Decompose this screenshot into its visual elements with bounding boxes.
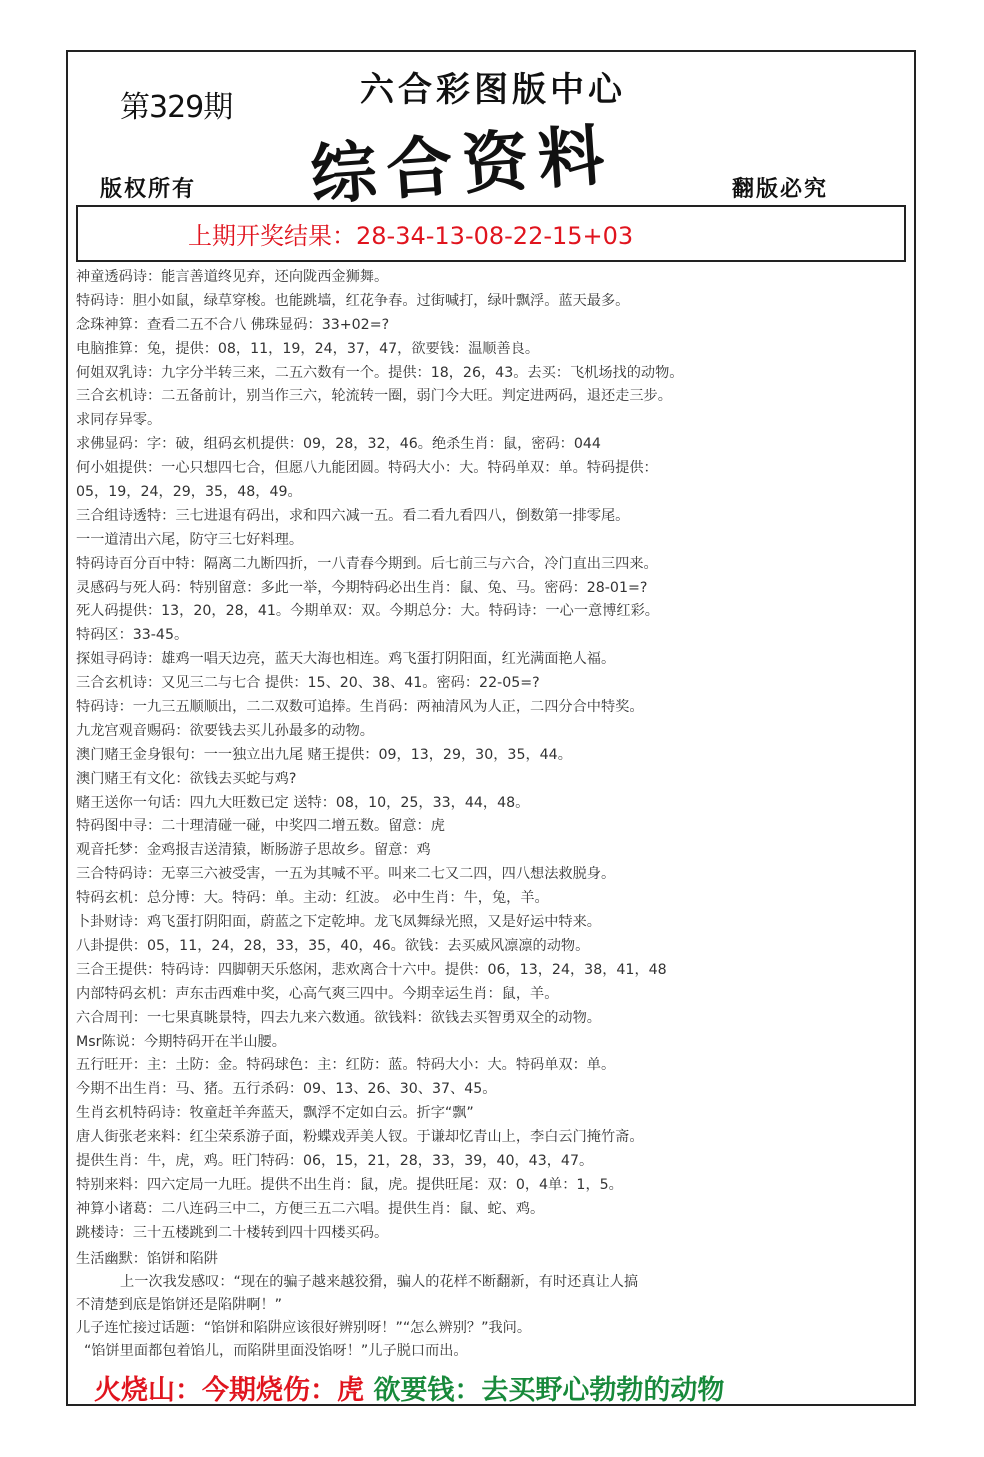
content-line: 电脑推算：兔，提供：08，11，19，24，37，47，欲要钱：温顺善良。: [76, 340, 540, 357]
content-line: 唐人街张老来料：红尘荣系游子面，粉蝶戏弄美人钗。于谦却忆青山上，李白云门掩竹斋。: [76, 1129, 644, 1146]
content-line: 赌王送你一句话：四九大旺数已定 送特：08，10，25，33，44，48。: [76, 794, 530, 811]
bottom-green-text: 欲要钱：去买野心勃勃的动物: [373, 1375, 725, 1406]
bottom-banner: [94, 1368, 724, 1407]
issue-number: 第329期: [120, 90, 233, 125]
content-line: 念珠神算：查看二五不合八 佛珠显码：33+02=?: [76, 316, 390, 333]
content-line: 神童透码诗：能言善道终见弃，还向陇西金狮舞。: [76, 269, 389, 285]
content-line: 特码诗百分百中特：隔离二九断四折，一八青春今期到。后七前三与六合，冷门直出三四来。: [76, 555, 658, 572]
content-line: 05，19，24，29，35，48，49。: [76, 484, 302, 501]
copyright-note: 版权所有: [100, 176, 197, 202]
content-line: 特码诗：胆小如鼠，绿草穿梭。也能跳墙，红花争春。过街喊打，绿叶飘浮。蓝天最多。: [76, 292, 630, 309]
humor-story: [76, 1248, 906, 1363]
content-line: 三合特码诗：无辜三六被受害，一五为其喊不平。叫来二七又二四，四八想法救脱身。: [76, 866, 616, 883]
story-paragraph: 儿子连忙接过话题：“馅饼和陷阱应该很好辨别呀！”“怎么辨别？”我问。: [76, 1320, 532, 1336]
content-line: 求佛显码：字：破，组码玄机提供：09，28，32，46。绝杀生肖：鼠，密码：044: [76, 436, 601, 453]
content-line: 求同存异零。: [76, 412, 162, 429]
content-line: 三合玄机诗：又见三二与七合 提供：15、20、38、41。密码：22-05=?: [76, 675, 540, 692]
page-title: 综合资料: [308, 115, 617, 215]
content-line: 五行旺开：主：土防：金。特码球色：主：红防：蓝。特码大小：大。特码单双：单。: [76, 1057, 616, 1074]
content-line: 三合玄机诗：二五备前计，别当作三六，轮流转一圈，弱门今大旺。判定进两码，退还走三步。: [76, 388, 672, 405]
content-line: 提供生肖：牛，虎，鸡。旺门特码：06，15，21，28，33，39，40，43，47。: [76, 1152, 594, 1169]
content-line: 九龙宫观音赐码：欲要钱去买儿孙最多的动物。: [76, 722, 374, 739]
content-line: 特码图中寻：二十理清碰一碰，中奖四二增五数。留意：虎: [76, 818, 445, 835]
piracy-note: 翻版必究: [732, 176, 829, 202]
content-line: 特码玄机：总分博：大。特码：单。主动：红波。 必中生肖：牛，兔，羊。: [76, 890, 549, 907]
content-line: 六合周刊：一七果真眺景特，四去九来六数通。欲钱料：欲钱去买智勇双全的动物。: [76, 1009, 601, 1026]
story-paragraph: “馅饼里面都包着馅儿，而陷阱里面没馅呀！”儿子脱口而出。: [84, 1343, 468, 1359]
content-line: 探姐寻码诗：雄鸡一唱天边亮，蓝天大海也相连。鸡飞蛋打阴阳面，红光满面艳人福。: [76, 651, 616, 668]
last-result-box: [76, 205, 906, 262]
content-line: 内部特码玄机：声东击西难中奖，心高气爽三四中。今期幸运生肖：鼠，羊。: [76, 985, 559, 1002]
last-result: [188, 216, 633, 251]
content-line: 三合组诗透特：三七进退有码出，求和四六减一五。看二看九看四八，倒数第一排零尾。: [76, 507, 630, 524]
content-line: 特别来料：四六定局一九旺。提供不出生肖：鼠，虎。提供旺尾：双：0，4单：1，5。: [76, 1176, 623, 1193]
content-line: Msr陈说：今期特码开在半山腰。: [76, 1033, 286, 1050]
content-line: 神算小诸葛：二八连码三中二，方便三五二六唱。提供生肖：鼠、蛇、鸡。: [76, 1200, 545, 1217]
content-line: 跳楼诗：三十五楼跳到二十楼转到四十四楼买码。: [76, 1224, 389, 1241]
last-result-numbers: 28-34-13-08-22-15+03: [356, 222, 634, 250]
content-line: 何姐双乳诗：九字分半转三来，二五六数有一个。提供：18，26，43。去买：飞机场找的动物。: [76, 364, 684, 381]
content-line: 特码诗：一九三五顺顺出，二二双数可追捧。生肖码：两袖清风为人正，二四分合中特奖。: [76, 699, 644, 716]
story-paragraph: 上一次我发感叹：“现在的骗子越来越狡猾，骗人的花样不断翻新，有时还真让人搞: [120, 1274, 639, 1290]
content-line: 澳门赌王金身银句：一一独立出九尾 赌王提供：09，13，29，30，35，44。: [76, 746, 572, 763]
content-line: 特码区：33-45。: [76, 627, 189, 644]
content-line: 何小姐提供：一心只想四七合，但愿八九能团圆。特码大小：大。特码单双：单。特码提供：: [76, 460, 658, 477]
content-line: 观音托梦：金鸡报吉送清猿，断肠游子思故乡。留意：鸡: [76, 842, 431, 859]
content-line: 八卦提供：05，11，24，28，33，35，40，46。欲钱：去买威风凛凛的动物。: [76, 937, 590, 954]
story-paragraph: 不清楚到底是馅饼还是陷阱啊！”: [76, 1297, 282, 1313]
last-result-label: 上期开奖结果：: [188, 222, 356, 250]
publisher-title: 六合彩图版中心: [360, 70, 626, 110]
content-line: 生肖玄机特码诗：牧童赶羊奔蓝天，飘浮不定如白云。折字“飘”: [76, 1105, 474, 1122]
content-line: 灵感码与死人码：特别留意：多此一举，今期特码必出生肖：鼠、兔、马。密码：28-01=?: [76, 579, 648, 596]
content-line: 澳门赌王有文化：欲钱去买蛇与鸡?: [76, 770, 297, 787]
content-line: 一一道清出六尾，防守三七好料理。: [76, 531, 304, 548]
bottom-red-text: 火烧山：今期烧伤：虎: [94, 1375, 364, 1406]
content-line: 死人码提供：13，20，28，41。今期单双：双。今期总分：大。特码诗：一心一意博红彩。: [76, 603, 659, 620]
content-line: 三合王提供：特码诗：四脚朝天乐悠闲，悲欢离合十六中。提供：06，13，24，38，41，48: [76, 961, 667, 978]
content-line: 卜卦财诗：鸡飞蛋打阴阳面，蔚蓝之下定乾坤。龙飞凤舞绿光照，又是好运中特来。: [76, 914, 601, 931]
content-lines: [76, 266, 906, 1246]
content-line: 今期不出生肖：马、猪。五行杀码：09、13、26、30、37、45。: [76, 1081, 497, 1098]
story-title: 生活幽默：馅饼和陷阱: [76, 1251, 218, 1267]
